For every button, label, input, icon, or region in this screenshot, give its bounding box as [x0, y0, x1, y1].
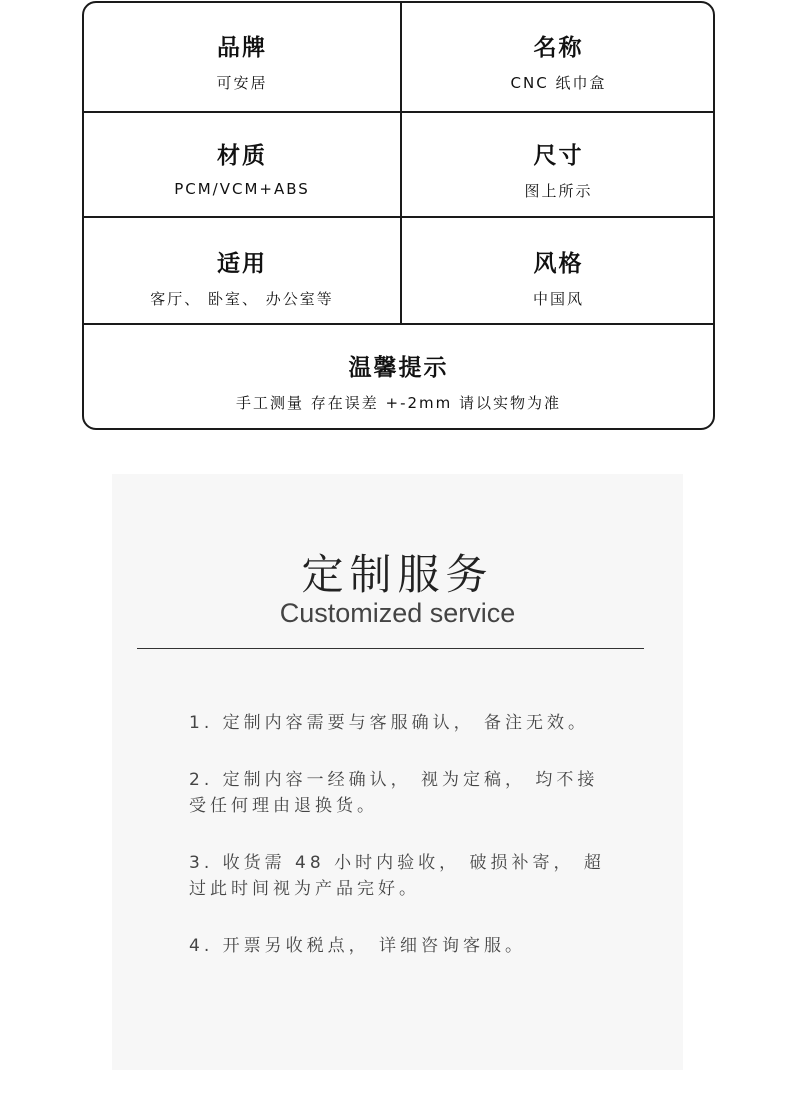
service-subtitle: Customized service [279, 598, 516, 628]
spec-value: 可安居 [216, 74, 268, 92]
spec-row [84, 113, 713, 218]
spec-value: 中国风 [532, 290, 584, 308]
spec-value: 图上所示 [524, 182, 593, 200]
spec-table [82, 1, 715, 430]
spec-value: PCM/VCM+ABS [174, 180, 310, 198]
spec-row-notice [84, 325, 713, 430]
spec-cell-brand [84, 3, 402, 111]
spec-label: 品牌 [217, 35, 267, 61]
spec-label: 风格 [533, 251, 584, 277]
spec-cell-material [84, 113, 402, 216]
list-item: 2. 定制内容一经确认， 视为定稿， 均不接 受任何理由退换货。 [189, 770, 599, 816]
service-terms-list [189, 710, 629, 990]
notice-value: 手工测量 存在误差 +-2mm 请以实物为准 [235, 394, 562, 412]
spec-label: 适用 [217, 251, 267, 277]
spec-cell-notice [84, 325, 713, 430]
spec-label: 名称 [533, 35, 584, 61]
spec-row [84, 218, 713, 325]
list-item: 3. 收货需 48 小时内验收， 破损补寄， 超 过此时间视为产品完好。 [189, 853, 605, 899]
spec-cell-style [402, 218, 715, 323]
service-title: 定制服务 [301, 550, 494, 599]
spec-cell-name [402, 3, 715, 111]
spec-value: CNC 纸巾盒 [510, 74, 607, 92]
spec-label: 尺寸 [533, 143, 584, 169]
spec-row [84, 3, 713, 113]
notice-label: 温馨提示 [348, 355, 449, 381]
list-item: 4. 开票另收税点， 详细咨询客服。 [189, 936, 527, 956]
custom-service-panel [112, 474, 683, 1070]
spec-value: 客厅、 卧室、 办公室等 [150, 290, 334, 308]
spec-cell-usage [84, 218, 402, 323]
divider [137, 648, 644, 649]
spec-label: 材质 [217, 143, 267, 169]
spec-cell-size [402, 113, 715, 216]
list-item: 1. 定制内容需要与客服确认， 备注无效。 [189, 713, 590, 733]
